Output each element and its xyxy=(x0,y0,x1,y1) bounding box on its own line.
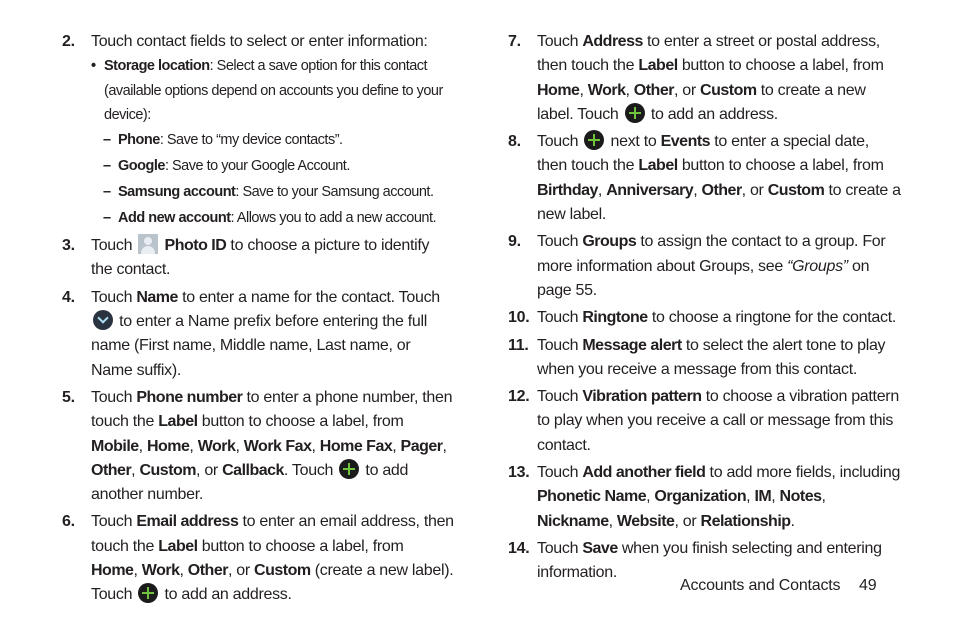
option-add-new-account xyxy=(91,205,454,231)
right-column xyxy=(508,30,902,589)
chevron-down-icon xyxy=(93,310,113,330)
step-text: Touch xyxy=(537,233,583,251)
step-text: . xyxy=(790,512,795,530)
label-button-label: Label xyxy=(638,157,678,175)
label-option: Work xyxy=(587,81,626,99)
step-text: to select the alert tone to play when you receive a message from this contact. xyxy=(537,336,886,378)
option-label: Add new account xyxy=(118,210,231,227)
step-text: Touch xyxy=(537,33,583,50)
dash: – xyxy=(103,184,111,201)
step-text: to add more fields, including xyxy=(705,464,901,482)
step-text: to enter a street or postal address, then touch the xyxy=(537,33,880,75)
page-number: 49 xyxy=(859,577,877,594)
step-text: button to choose a label, from xyxy=(677,157,884,175)
option-label: Google xyxy=(118,158,165,175)
label-option: Pager xyxy=(400,437,443,455)
option-label: Phone xyxy=(118,132,160,149)
label-option: Home Fax xyxy=(319,437,393,455)
step-text: button to choose a label, from xyxy=(197,537,404,555)
field-option: IM xyxy=(754,488,772,506)
step-text: to enter a name for the contact. Touch xyxy=(177,288,440,306)
step-text: to add another number. xyxy=(91,461,409,504)
label-option: Work xyxy=(197,437,236,455)
step-number: 12. xyxy=(508,388,530,406)
name-label: Name xyxy=(136,288,178,306)
step-text: button to choose a label, from xyxy=(197,413,404,431)
step-text: Touch xyxy=(537,464,583,482)
label-option: Callback xyxy=(222,461,284,479)
add-icon xyxy=(625,103,645,123)
label-option: Other xyxy=(633,81,674,99)
step-3 xyxy=(62,234,454,283)
step-number: 13. xyxy=(508,464,530,482)
step-text: Touch xyxy=(537,388,583,406)
step-12 xyxy=(508,385,902,458)
step-7: 7. Touch Address to enter a street or postal address, then touch the Label button to choose a label, from Home, Work, Other, or Custom to create a new label. Touch to add an address. xyxy=(508,30,902,127)
step-number: 14. xyxy=(508,539,530,557)
address-label: Address xyxy=(582,33,643,50)
step-text: Touch xyxy=(91,513,137,531)
step-number: 11. xyxy=(508,336,529,354)
phone-number-label: Phone number xyxy=(136,388,243,406)
step-number: 9. xyxy=(508,233,521,251)
add-icon xyxy=(138,583,158,603)
dash: – xyxy=(103,210,111,227)
label-option: Work xyxy=(141,562,180,580)
label-option: Custom xyxy=(700,81,757,99)
left-column xyxy=(62,30,454,611)
events-label: Events xyxy=(660,133,711,151)
step-10 xyxy=(508,306,902,330)
step-number: 8. xyxy=(508,133,521,151)
groups-link[interactable]: “Groups” xyxy=(787,257,848,275)
step-number: 10. xyxy=(508,309,530,327)
step-text: Touch xyxy=(537,336,583,354)
option-google xyxy=(91,153,454,179)
field-option: Phonetic Name xyxy=(537,488,647,506)
label-option: Custom xyxy=(139,461,197,479)
label-option: Home xyxy=(537,81,580,99)
option-text: : Save to your Samsung account. xyxy=(235,184,434,201)
step-text: to choose a ringtone for the contact. xyxy=(647,309,896,327)
field-option: Relationship xyxy=(700,512,791,530)
ringtone-label: Ringtone xyxy=(582,309,648,327)
step-number: 7. xyxy=(508,33,521,50)
step-number: 6. xyxy=(62,513,75,531)
label-option: Home xyxy=(91,562,134,580)
step-text: Touch xyxy=(91,388,137,406)
photo-id-label: Photo ID xyxy=(164,237,227,255)
step-text: . Touch xyxy=(283,461,334,479)
step-5: 5. Touch Phone number to enter a phone number, then touch the Label button to choose a label, from Mobile, Home, Work, Work Fax, Home Fax, Pager, Other, Custom, or Callback. Touch to add another number. xyxy=(62,386,454,507)
step-text: (create a new label). Touch xyxy=(91,562,454,604)
label-button-label: Label xyxy=(158,537,198,555)
option-phone xyxy=(91,127,454,153)
step-text: Touch xyxy=(537,309,583,327)
step-text: to choose a picture to identify the contact. xyxy=(91,237,430,279)
groups-label: Groups xyxy=(582,233,637,251)
label-option: Anniversary xyxy=(606,181,694,199)
step-6: 6. Touch Email address to enter an email address, then touch the Label button to choose a label, from Home, Work, Other, or Custom (create a new label). Touch to add an address. xyxy=(62,510,454,607)
label-option: Mobile xyxy=(91,437,139,455)
step-number: 5. xyxy=(62,388,75,406)
step-text: to choose a vibration pattern to play when you receive a call or message from this contact. xyxy=(537,388,899,454)
option-text: : Allows you to add a new account. xyxy=(230,210,437,227)
step-4 xyxy=(62,286,454,383)
field-option: Nickname xyxy=(537,512,609,530)
photo-id-icon xyxy=(138,234,158,254)
option-text: : Save to your Google Account. xyxy=(164,158,350,175)
label-option: Custom xyxy=(254,562,311,580)
dash: – xyxy=(103,132,111,149)
dash: – xyxy=(103,158,111,175)
save-label: Save xyxy=(582,539,618,557)
step-11 xyxy=(508,334,902,383)
bullet-dot: • xyxy=(91,58,96,75)
step-text: to add an address. xyxy=(646,105,778,123)
field-option: Notes xyxy=(779,488,822,506)
storage-location-text: : Select a save option for this contact (available options depend on accounts you define to your device): xyxy=(104,58,443,123)
label-option: Other xyxy=(91,461,132,479)
step-text: to create a new label. xyxy=(537,181,901,224)
step-number: 2. xyxy=(62,33,75,50)
step-text: Touch xyxy=(537,133,579,151)
add-icon xyxy=(339,459,359,479)
step-text: Touch xyxy=(91,288,137,306)
step-text: on page 55. xyxy=(537,257,870,299)
storage-location-label: Storage location xyxy=(104,58,210,75)
option-text: : Save to “my device contacts”. xyxy=(159,132,343,149)
step-text: Touch xyxy=(537,539,583,557)
step-text: to enter a Name prefix before entering the full name (First name, Middle name, Last name, or Name suffix). xyxy=(91,313,428,379)
step-9 xyxy=(508,230,902,303)
label-option: Other xyxy=(701,181,742,199)
field-option: Website xyxy=(616,512,675,530)
label-option: Custom xyxy=(767,181,825,199)
step-text: button to choose a label, from xyxy=(677,57,884,75)
step-text: to assign the contact to a group. For more information about Groups, see xyxy=(537,233,886,275)
step-text: to enter a special date, then touch the xyxy=(537,133,869,175)
option-samsung-account xyxy=(91,179,454,205)
label-button-label: Label xyxy=(158,413,198,431)
message-alert-label: Message alert xyxy=(582,336,682,354)
label-button-label: Label xyxy=(638,57,678,75)
email-address-label: Email address xyxy=(136,513,239,531)
step-number: 4. xyxy=(62,288,75,306)
step-text: to enter a phone number, then touch the xyxy=(91,388,453,431)
step-text: Touch contact fields to select or enter information: xyxy=(91,33,428,50)
label-option: Work Fax xyxy=(243,437,312,455)
step-text: to add an address. xyxy=(160,586,292,604)
step-2 xyxy=(62,30,454,231)
label-option: Birthday xyxy=(537,181,598,199)
step-text: when you finish selecting and entering information. xyxy=(537,539,882,582)
step-text: Touch xyxy=(91,237,133,255)
add-icon xyxy=(584,130,604,150)
step-13: 13. Touch Add another field to add more fields, including Phonetic Name, Organization, IM, Notes, Nickname, Website, or Relationship. xyxy=(508,461,902,534)
step-text: next to xyxy=(606,133,661,151)
field-option: Organization xyxy=(654,488,747,506)
vibration-pattern-label: Vibration pattern xyxy=(582,388,702,406)
step-text: to create a new label. Touch xyxy=(537,81,866,123)
step-text: to enter an email address, then touch the xyxy=(91,513,454,555)
option-label: Samsung account xyxy=(118,184,236,201)
step-8: 8. Touch next to Events to enter a special date, then touch the Label button to choose a label, from Birthday, Anniversary, Other, or Custom to create a new label. xyxy=(508,130,902,227)
footer-section-title: Accounts and Contacts xyxy=(680,577,841,594)
label-option: Other xyxy=(187,562,228,580)
label-option: Home xyxy=(146,437,190,455)
step-number: 3. xyxy=(62,237,75,255)
storage-location-bullet xyxy=(91,54,454,127)
add-another-field-label: Add another field xyxy=(582,464,706,482)
